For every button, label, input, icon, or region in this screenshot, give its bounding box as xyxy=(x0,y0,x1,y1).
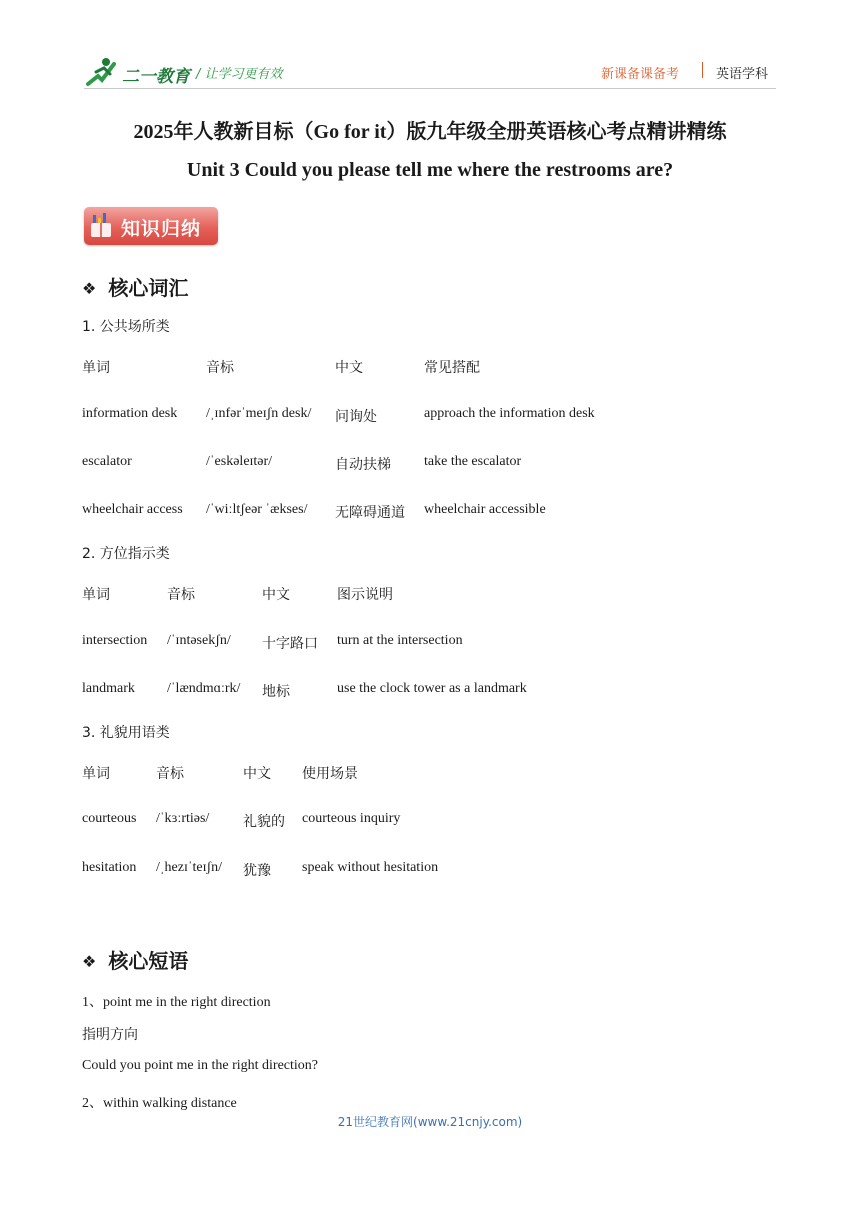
table-cell-chinese: 礼貌的 xyxy=(243,814,285,830)
table-cell-phonetic: /ˈeskəleɪtər/ xyxy=(206,454,273,469)
header-divider xyxy=(702,62,703,78)
table-header: 音标 xyxy=(156,766,184,782)
book-chart-icon xyxy=(90,213,112,239)
knowledge-summary-badge xyxy=(84,207,218,245)
table-cell-chinese: 自动扶梯 xyxy=(335,457,391,473)
phrase-line: 2、within walking distance xyxy=(82,1096,237,1111)
table-cell-chinese: 问询处 xyxy=(335,409,377,425)
table-cell-illustration: turn at the intersection xyxy=(337,633,463,648)
table-header: 图示说明 xyxy=(337,587,393,603)
table-header: 单词 xyxy=(82,360,110,376)
table-cell-collocation: wheelchair accessible xyxy=(424,502,546,517)
table-cell-phonetic: /ˈwiːltʃeər ˈækses/ xyxy=(206,502,308,517)
phrase-line: 指明方向 xyxy=(82,1027,138,1043)
table-cell-illustration: use the clock tower as a landmark xyxy=(337,681,527,696)
header-label: 新课备课备考 xyxy=(601,67,680,82)
table-cell-phonetic: /ˌhezɪˈteɪʃn/ xyxy=(156,860,223,875)
table-cell-phonetic: /ˌɪnfərˈmeɪʃn desk/ xyxy=(206,406,312,421)
table-cell-chinese: 十字路口 xyxy=(262,636,318,652)
table-header: 单词 xyxy=(82,766,110,782)
phrases-heading-text: 核心短语 xyxy=(108,949,189,973)
phrase-line: Could you point me in the right direction? xyxy=(82,1058,319,1073)
header-subject: 英语学科 xyxy=(716,67,769,82)
table-header: 音标 xyxy=(167,587,195,603)
table-header: 中文 xyxy=(335,360,363,376)
table-cell-collocation: take the escalator xyxy=(424,454,522,469)
brand-logo-text: 二一教育 xyxy=(122,67,190,87)
table-cell-chinese: 犹豫 xyxy=(243,863,271,879)
badge-label: 知识归纳 xyxy=(121,218,202,240)
diamond-bullet-icon: ❖ xyxy=(82,279,97,298)
table-header: 音标 xyxy=(206,360,234,376)
phrases-section-heading xyxy=(82,945,188,974)
document-title: 2025年人教新目标（Go for it）版九年级全册英语核心考点精讲精练 xyxy=(133,121,727,143)
phrase-line: 1、point me in the right direction xyxy=(82,995,271,1010)
group-title-public-places: 1. 公共场所类 xyxy=(82,319,170,335)
group-title-directions: 2. 方位指示类 xyxy=(82,546,170,562)
vocab-heading-text: 核心词汇 xyxy=(108,276,189,300)
group-title-polite-expressions: 3. 礼貌用语类 xyxy=(82,725,170,741)
footer-source-link[interactable]: 21世纪教育网(www.21cnjy.com) xyxy=(337,1115,523,1129)
table-cell-word: information desk xyxy=(82,406,178,421)
table-cell-word: landmark xyxy=(82,681,135,696)
document-subtitle: Unit 3 Could you please tell me where the restrooms are? xyxy=(186,159,674,181)
diamond-bullet-icon: ❖ xyxy=(82,952,97,971)
table-cell-word: courteous xyxy=(82,811,137,826)
table-header: 中文 xyxy=(262,587,290,603)
table-header: 常见搭配 xyxy=(424,360,480,376)
table-header: 单词 xyxy=(82,587,110,603)
table-cell-word: wheelchair access xyxy=(82,502,183,517)
table-cell-phonetic: /ˈlændmɑːrk/ xyxy=(167,681,241,696)
table-header: 使用场景 xyxy=(302,766,358,782)
table-cell-usage: speak without hesitation xyxy=(302,860,439,875)
vocab-section-heading xyxy=(82,272,188,301)
table-cell-phonetic: /ˈkɜːrtiəs/ xyxy=(156,811,210,826)
table-cell-chinese: 无障碍通道 xyxy=(335,505,405,521)
table-cell-word: escalator xyxy=(82,454,132,469)
runner-logo-icon xyxy=(84,56,120,88)
table-cell-word: intersection xyxy=(82,633,148,648)
table-header: 中文 xyxy=(243,766,271,782)
table-cell-phonetic: /ˈɪntəsekʃn/ xyxy=(167,633,231,648)
table-cell-usage: courteous inquiry xyxy=(302,811,401,826)
brand-slogan: / 让学习更有效 xyxy=(196,67,283,82)
table-cell-word: hesitation xyxy=(82,860,137,875)
table-cell-chinese: 地标 xyxy=(262,684,290,700)
table-cell-collocation: approach the information desk xyxy=(424,406,595,421)
header-rule xyxy=(84,88,776,89)
